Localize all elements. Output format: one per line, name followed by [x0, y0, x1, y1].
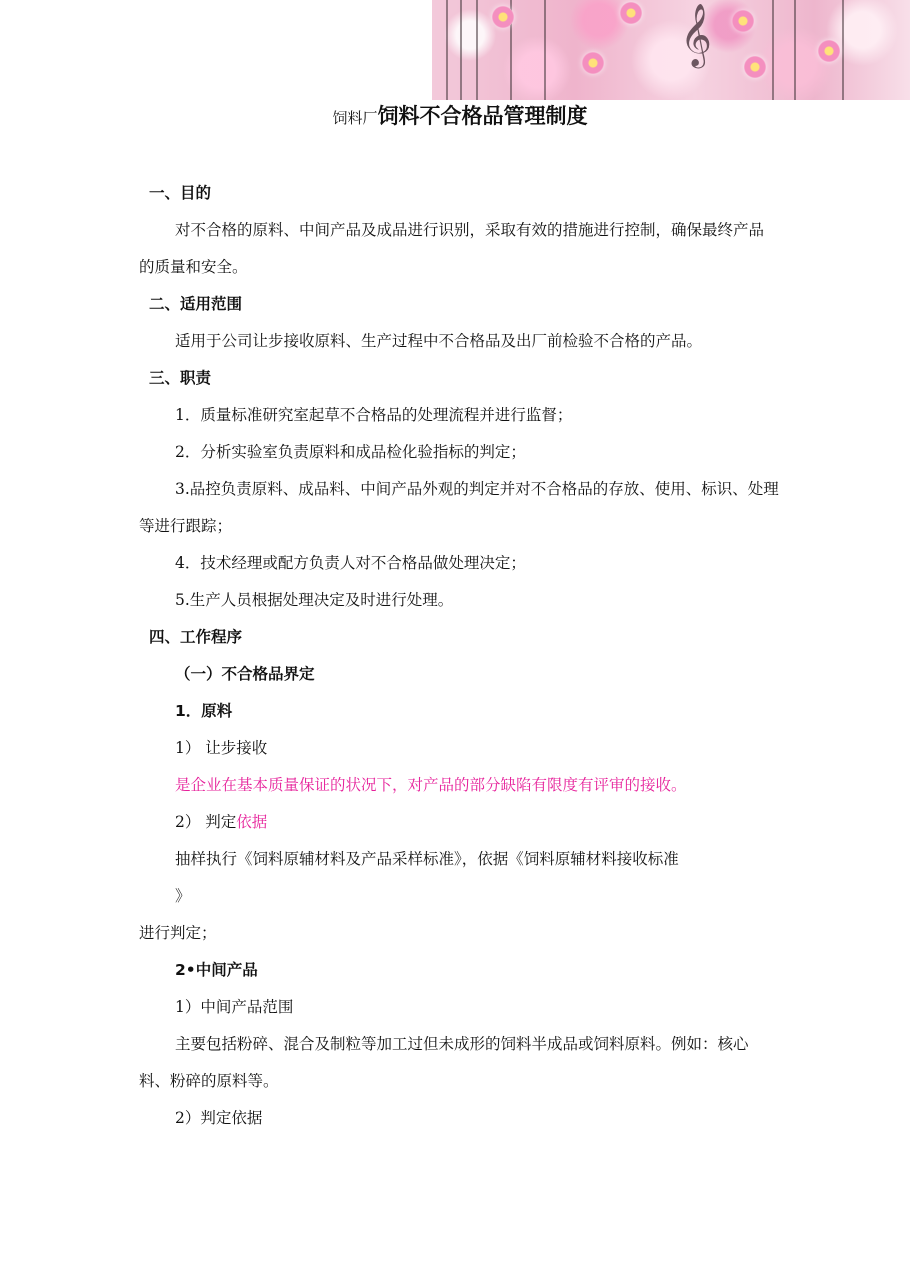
- section-heading-procedure: 四、工作程序: [149, 628, 243, 646]
- title-main: 饲料不合格品管理制度: [377, 104, 588, 128]
- duty-item: 3.品控负责原料、成品料、中间产品外观的判定并对不合格品的存放、使用、标识、处理等进行跟踪；: [139, 480, 779, 535]
- duty-item: 2．分析实验室负责原料和成品检化验指标的判定；: [175, 443, 526, 461]
- judgement-basis-link: 依据: [236, 813, 268, 831]
- judgement-text-line1: 抽样执行《饲料原辅材料及产品采样标准》，依据《饲料原辅材料接收标准: [175, 850, 679, 868]
- intermediate-item-scope: 1）中间产品范围: [175, 998, 294, 1016]
- section-heading-scope: 二、适用范围: [149, 295, 243, 313]
- duty-item: 4．技术经理或配方负责人对不合格品做处理决定；: [175, 554, 526, 572]
- subsection-heading-definition: （一）不合格品界定: [175, 665, 315, 683]
- judgement-text-line3: 进行判定；: [139, 924, 217, 942]
- raw-material-heading: 1．原料: [175, 702, 233, 720]
- page-title: [0, 100, 920, 130]
- intermediate-item-judgement: 2）判定依据: [175, 1109, 263, 1127]
- judgement-text-line2: 》: [175, 887, 191, 905]
- decorative-header-image: [432, 0, 910, 100]
- judgement-label: 2） 判定: [175, 813, 237, 831]
- raw-item-judgement: [139, 804, 779, 841]
- intermediate-scope-paragraph: 主要包括粉碎、混合及制粒等加工过但未成形的饲料半成品或饲料原料。例如：核心料、粉碎的原料等。: [139, 1035, 749, 1090]
- treble-clef-icon: 𝄞: [680, 3, 712, 66]
- duty-item: 5.生产人员根据处理决定及时进行处理。: [175, 591, 454, 609]
- concession-definition: 是企业在基本质量保证的状况下，对产品的部分缺陷有限度有评审的接收。: [175, 776, 687, 794]
- title-prefix: 饲料厂: [332, 109, 378, 127]
- section-heading-purpose: 一、目的: [149, 184, 212, 202]
- intermediate-product-heading: 2•中间产品: [175, 961, 258, 979]
- raw-item-concession: 1） 让步接收: [175, 739, 268, 757]
- purpose-paragraph: 对不合格的原料、中间产品及成品进行识别，采取有效的措施进行控制，确保最终产品的质量和安全。: [139, 221, 765, 276]
- scope-paragraph: 适用于公司让步接收原料、生产过程中不合格品及出厂前检验不合格的产品。: [175, 332, 703, 350]
- duty-item: 1．质量标准研究室起草不合格品的处理流程并进行监督；: [175, 406, 573, 424]
- section-heading-duties: 三、职责: [149, 369, 212, 387]
- document-body: [139, 175, 779, 1137]
